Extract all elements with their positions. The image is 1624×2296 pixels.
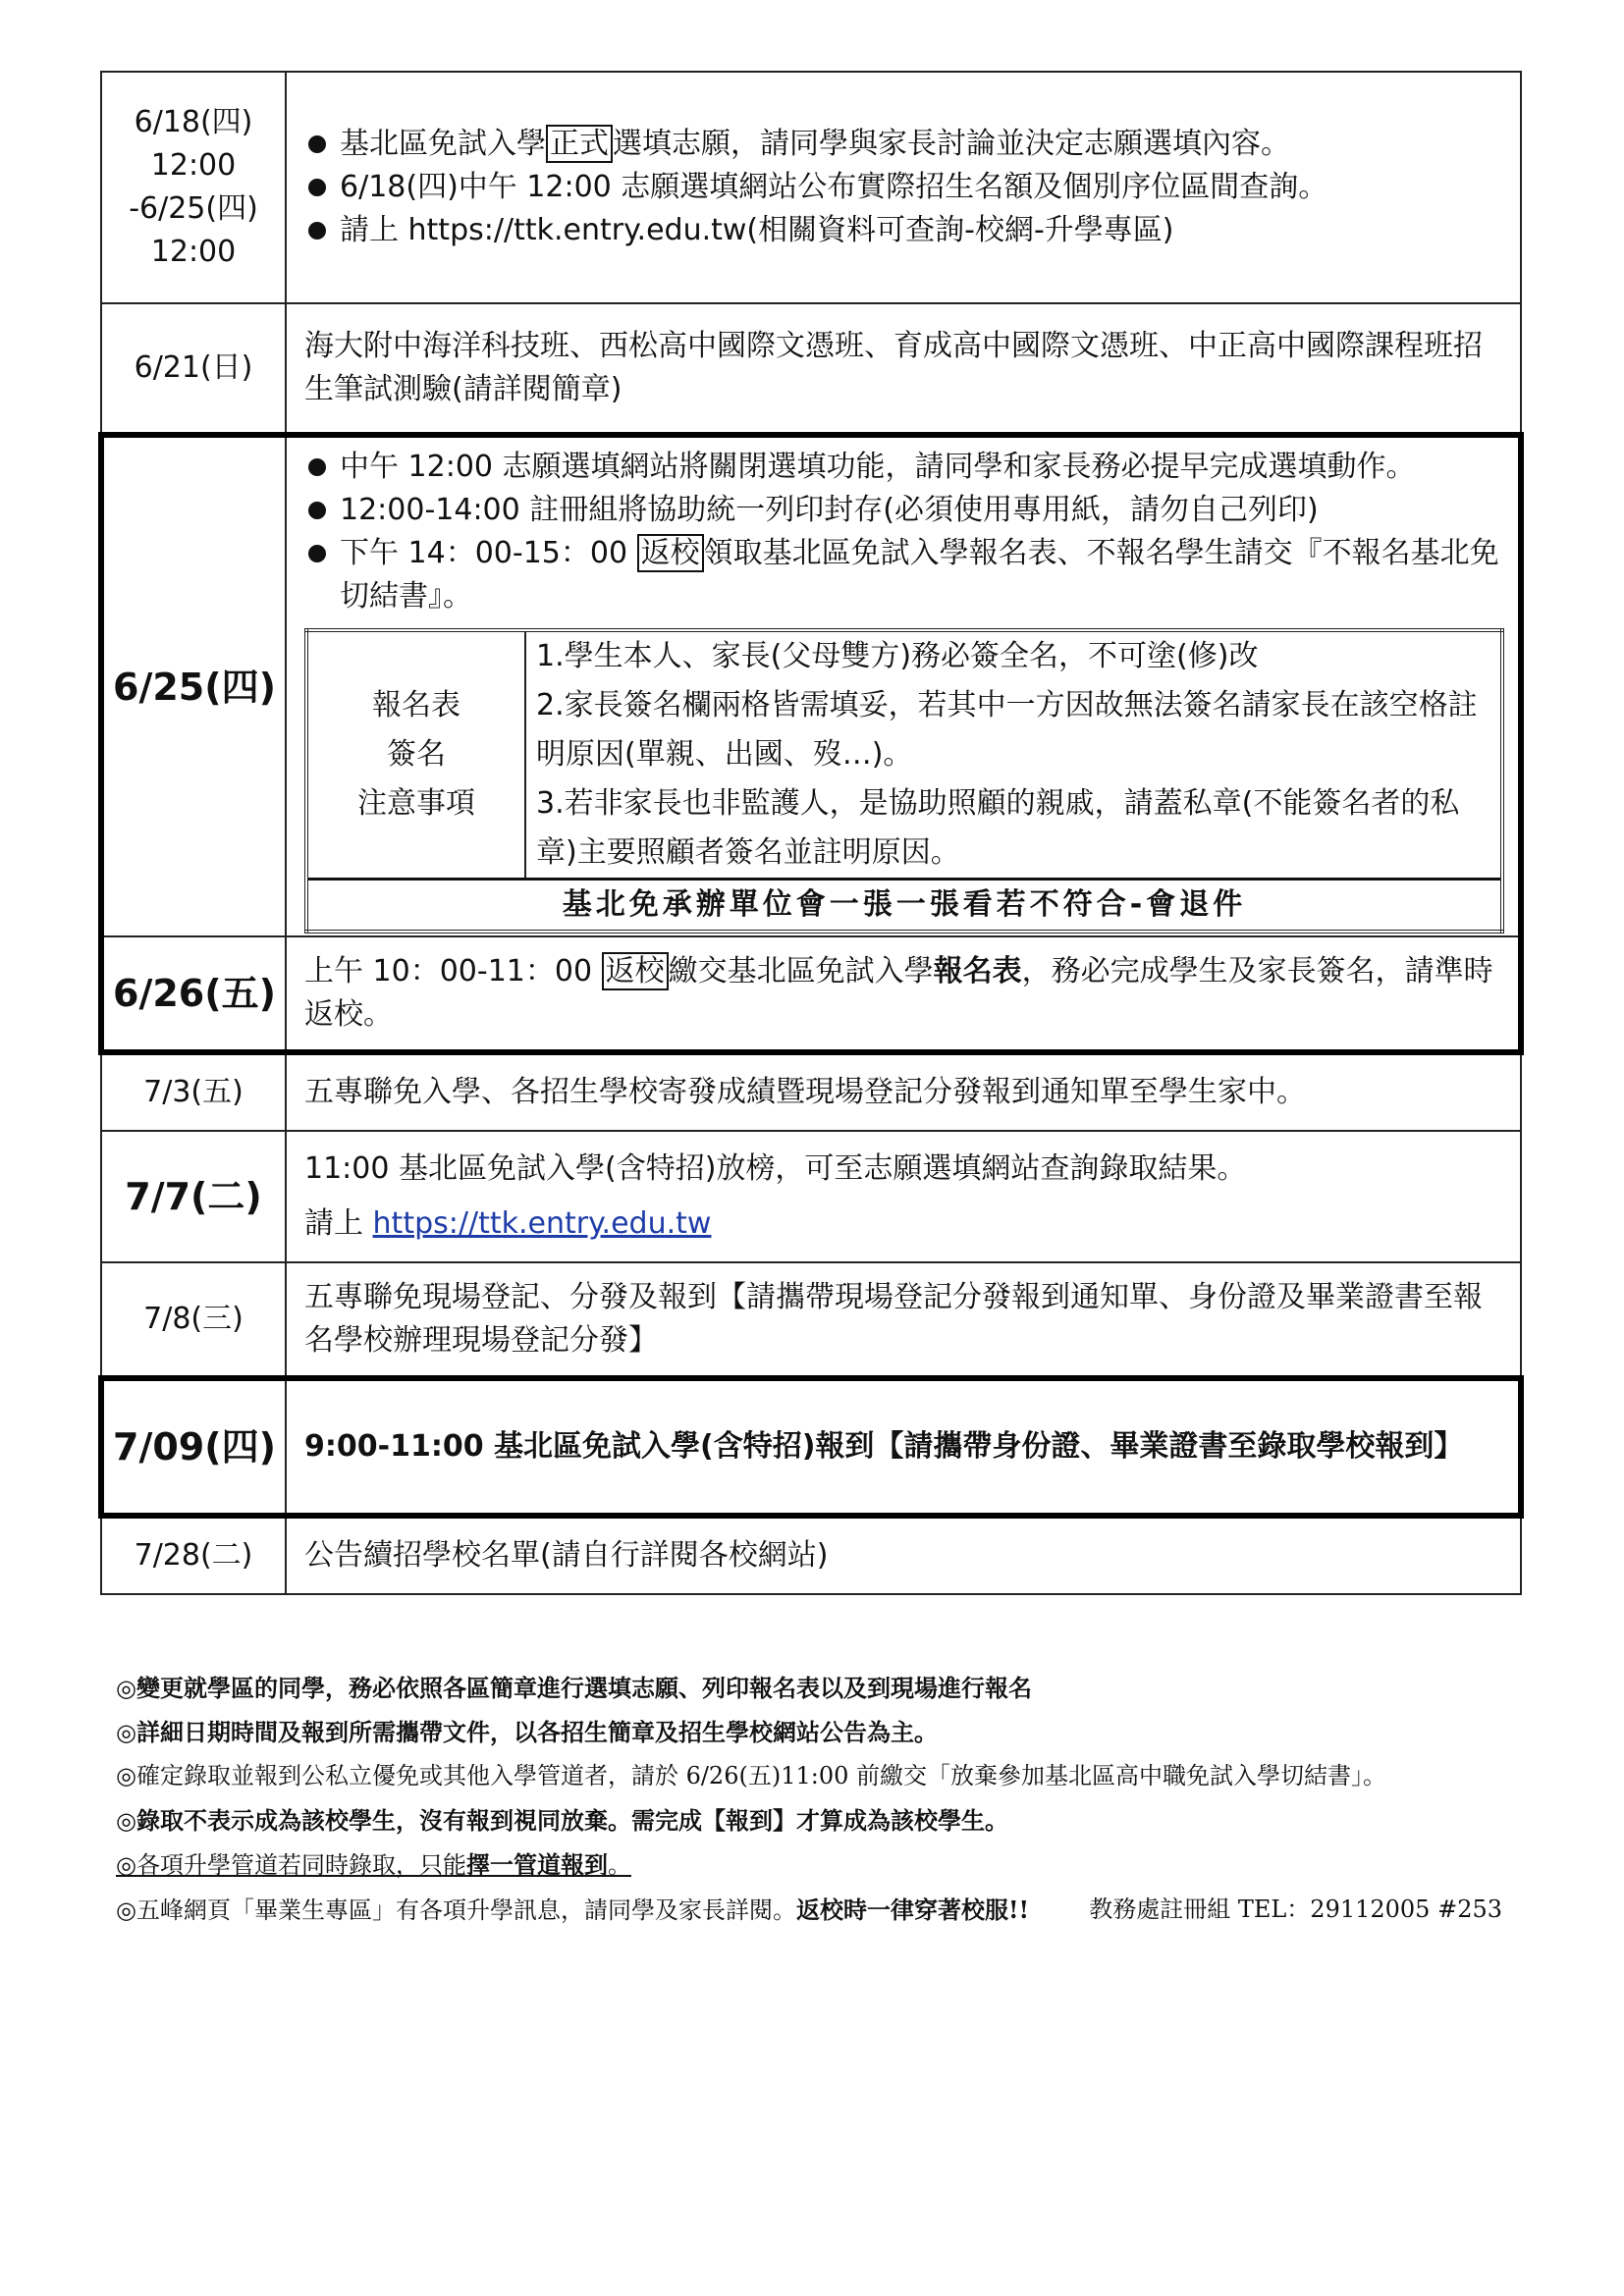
table-row [101, 72, 1521, 303]
date-cell: 7/09(四) [101, 1378, 286, 1516]
signature-notes-table [304, 628, 1504, 934]
content-cell: 五專聯免入學、各招生學校寄發成績暨現場登記分發報到通知單至學生家中。 [286, 1052, 1521, 1131]
table-row [101, 1131, 1521, 1262]
date-cell: 6/26(五) [101, 936, 286, 1052]
content-cell: 海大附中海洋科技班、西松高中國際文憑班、育成高中國際文憑班、中正高中國際課程班招生筆試測驗(請詳閱簡章) [286, 303, 1521, 435]
table-row [101, 936, 1521, 1052]
note: ◎變更就學區的同學，務必依照各區簡章進行選填志願、列印報名表以及到現場進行報名 [116, 1674, 1032, 1702]
schedule-table [98, 71, 1524, 1595]
table-row [101, 1052, 1521, 1131]
entry-site-link[interactable]: https://ttk.entry.edu.tw [372, 1206, 712, 1241]
date-cell: 7/8(三) [101, 1262, 286, 1378]
bullet-list [304, 123, 1506, 252]
note: ◎錄取不表示成為該校學生，沒有報到視同放棄。需完成【報到】才算成為該校學生。 [116, 1806, 1008, 1835]
list-item: 12:00-14:00 註冊組將協助統一列印封存(必須使用專用紙，請勿自己列印) [304, 489, 1504, 532]
table-row [101, 435, 1521, 936]
date-cell: 7/3(五) [101, 1052, 286, 1131]
list-item: 請上 https://ttk.entry.edu.tw(相關資料可查詢-校網-升學專區) [304, 209, 1506, 252]
content-cell: 11:00 基北區免試入學(含特招)放榜，可至志願選填網站查詢錄取結果。 請上 https://ttk.entry.edu.tw [286, 1131, 1521, 1262]
date-cell: 7/28(二) [101, 1516, 286, 1594]
content-cell: 五專聯免現場登記、分發及報到【請攜帶現場登記分發報到通知單、身份證及畢業證書至報名學校辦理現場登記分發】 [286, 1262, 1521, 1378]
content-cell [286, 72, 1521, 303]
list-item: 基北區免試入學 正式 選填志願，請同學與家長討論並決定志願選填內容。 [304, 123, 1506, 166]
notes-content [525, 630, 1502, 880]
content-cell: 公告續招學校名單(請自行詳閱各校網站) [286, 1516, 1521, 1594]
table-row [101, 1378, 1521, 1516]
note-line: 2.家長簽名欄兩格皆需填妥，若其中一方因故無法簽名請家長在該空格註明原因(單親、出國、歿…)。 [536, 688, 1478, 772]
boxed-text: 返校 [602, 952, 669, 990]
content-cell: 9:00-11:00 基北區免試入學(含特招)報到【請攜帶身份證、畢業證書至錄取學校報到】 [286, 1378, 1521, 1516]
note: ◎五峰網頁「畢業生專區」有各項升學訊息，請同學及家長詳閱。返校時一律穿著校服!! 教務處註冊組 TEL：29112005 #253 [116, 1888, 1530, 1933]
notes-label: 報名表 簽名 注意事項 [306, 630, 525, 880]
table-row [101, 1262, 1521, 1378]
boxed-text: 正式 [546, 125, 613, 163]
boxed-text: 返校 [637, 534, 704, 572]
table-row [101, 1516, 1521, 1594]
date-cell: 6/21(日) [101, 303, 286, 435]
table-row [101, 303, 1521, 435]
note-line: 3.若非家長也非監護人，是協助照顧的親戚，請蓋私章(不能簽名者的私章)主要照顧者簽名並註明原因。 [536, 786, 1460, 870]
date-cell: 6/18(四) 12:00 -6/25(四) 12:00 [101, 72, 286, 303]
footnotes [116, 1666, 1530, 1933]
table-row [306, 880, 1502, 933]
note: ◎詳細日期時間及報到所需攜帶文件，以各招生簡章及招生學校網站公告為主。 [116, 1718, 938, 1746]
note-line: 1.學生本人、家長(父母雙方)務必簽全名，不可塗(修)改 [536, 639, 1259, 673]
date-cell: 6/25(四) [101, 435, 286, 936]
content-cell [286, 435, 1521, 936]
list-item: 中午 12:00 志願選填網站將關閉選填功能，請同學和家長務必提早完成選填動作。 [304, 446, 1504, 489]
list-item: 6/18(四)中午 12:00 志願選填網站公布實際招生名額及個別序位區間查詢。 [304, 166, 1506, 209]
list-item: 下午 14：00-15：00 返校 領取基北區免試入學報名表、不報名學生請交『不報名基北免切結書』。 [304, 532, 1504, 618]
contact-info: 教務處註冊組 TEL：29112005 #253 [1089, 1896, 1502, 1923]
date-cell: 7/7(二) [101, 1131, 286, 1262]
content-cell: 上午 10：00-11：00 返校 繳交基北區免試入學報名表，務必完成學生及家長簽名，請準時返校。 [286, 936, 1521, 1052]
bullet-list [304, 446, 1504, 618]
table-row [306, 630, 1502, 880]
note: ◎各項升學管道若同時錄取，只能擇一管道報到。 [116, 1850, 631, 1879]
note: ◎確定錄取並報到公私立優免或其他入學管道者，請於 6/26(五)11:00 前繳交「放棄參加基北區高中職免試入學切結書」。 [116, 1762, 1386, 1789]
notes-footer: 基北免承辦單位會一張一張看若不符合-會退件 [306, 880, 1502, 933]
